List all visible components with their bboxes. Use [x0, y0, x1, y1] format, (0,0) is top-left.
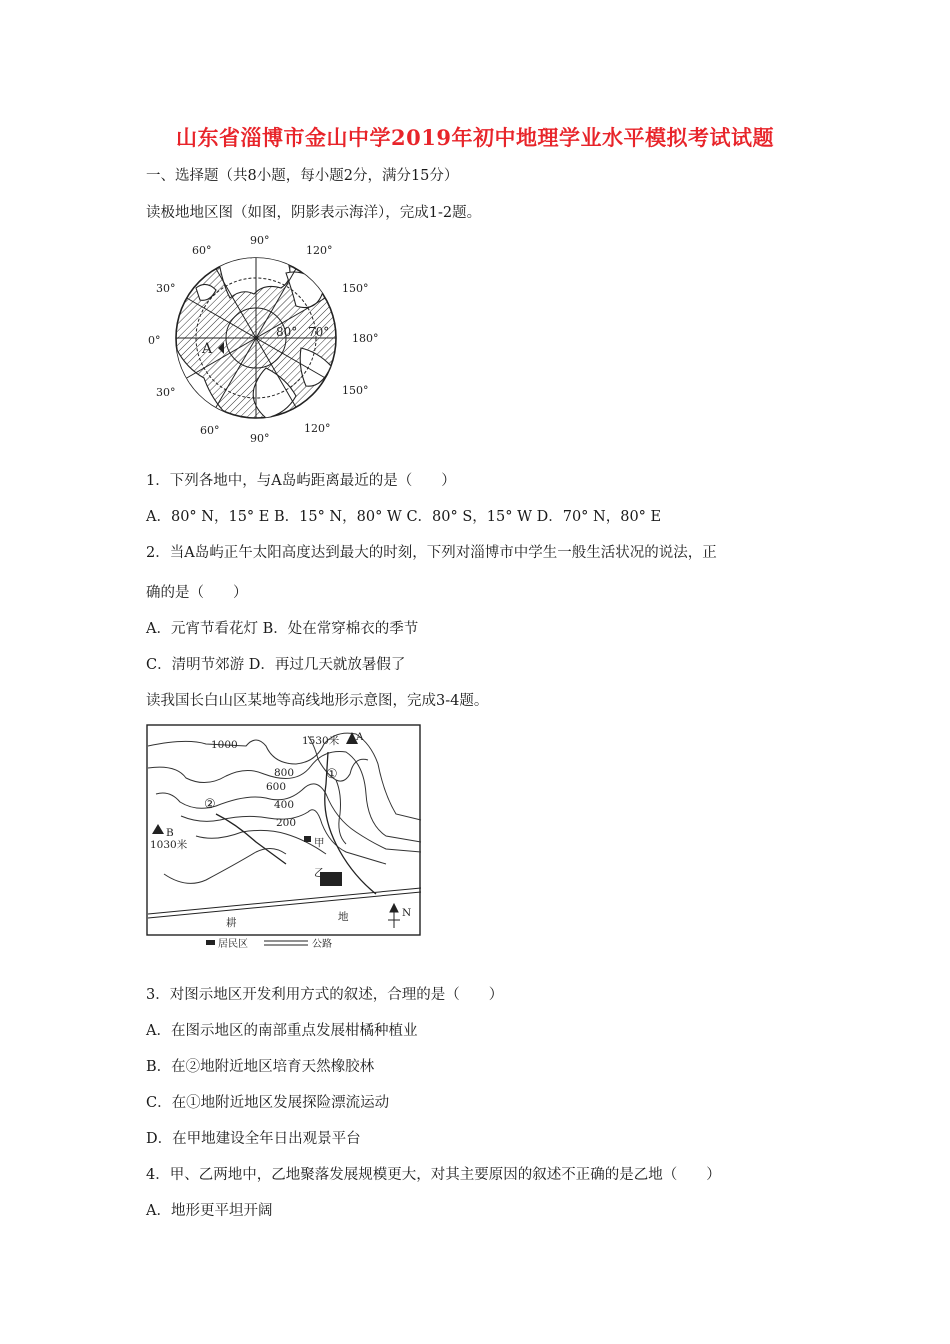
label-right-lower-150: 150° [342, 384, 369, 397]
label-peak-a: A [356, 731, 364, 743]
label-jia: 甲 [314, 837, 325, 849]
label-di: 地 [338, 911, 349, 923]
label-contour-600: 600 [266, 781, 287, 793]
label-top-left-60: 60° [192, 244, 212, 257]
map-legend [206, 937, 332, 950]
label-contour-400: 400 [274, 799, 295, 811]
label-peak-a-height: 1530米 [302, 735, 340, 747]
label-point-a: A [202, 341, 213, 357]
label-contour-200: 200 [276, 817, 297, 829]
label-left-lower-30: 30° [156, 386, 176, 399]
label-peak-b-height: 1030米 [150, 839, 188, 851]
legend-road-label: 公路 [312, 939, 332, 950]
label-site-1: ① [326, 767, 338, 782]
label-site-2: ② [204, 797, 216, 812]
label-contour-1000: 1000 [211, 739, 238, 751]
q3-option-b: B．在②地附近地区培育天然橡胶林 [146, 1059, 375, 1075]
q3-stem: 3．对图示地区开发利用方式的叙述，合理的是（ ） [146, 987, 504, 1003]
intro-contour: 读我国长白山区某地等高线地形示意图，完成3-4题。 [146, 693, 489, 709]
label-top-90: 90° [250, 234, 270, 247]
q2-options-line2: C．清明节郊游 D．再过几天就放暑假了 [146, 657, 406, 673]
label-lat-70: 70° [308, 325, 330, 339]
intro-polar: 读极地地区图（如图，阴影表示海洋），完成1-2题。 [146, 205, 482, 221]
label-top-right-120: 120° [306, 244, 333, 257]
page-title: 山东省淄博市金山中学2019年初中地理学业水平模拟考试试题 [176, 125, 774, 150]
q2-stem-line1: 2．当A岛屿正午太阳高度达到最大的时刻，下列对淄博市中学生一般生活状况的说法，正 [146, 545, 717, 561]
label-contour-800: 800 [274, 767, 295, 779]
label-lat-80: 80° [276, 325, 298, 339]
q3-option-a: A．在图示地区的南部重点发展柑橘种植业 [146, 1023, 418, 1039]
q2-stem-line2: 确的是（ ） [146, 585, 248, 601]
q3-option-c: C．在①地附近地区发展探险漂流运动 [146, 1095, 390, 1111]
q4-option-a: A．地形更平坦开阔 [146, 1203, 273, 1219]
label-bottom-90: 90° [250, 432, 270, 445]
label-geng: 耕 [226, 917, 237, 929]
legend-residential-label: 居民区 [218, 939, 248, 950]
label-bottom-left-60: 60° [200, 424, 220, 437]
label-left-0: 0° [148, 334, 161, 347]
label-peak-b: B [166, 827, 174, 839]
q4-stem: 4．甲、乙两地中，乙地聚落发展规模更大，对其主要原因的叙述不正确的是乙地（ ） [146, 1167, 721, 1183]
label-right-180: 180° [352, 332, 379, 345]
q1-stem: 1．下列各地中，与A岛屿距离最近的是（ ） [146, 473, 456, 489]
polar-map-figure [146, 228, 386, 446]
label-bottom-right-120: 120° [304, 422, 331, 435]
q3-option-d: D．在甲地建设全年日出观景平台 [146, 1131, 361, 1147]
contour-map-figure [146, 724, 422, 954]
q1-options: A．80° N，15° E B．15° N，80° W C．80° S，15° W D．70° N，80° E [146, 509, 662, 525]
label-north: N [402, 907, 412, 919]
label-left-upper-30: 30° [156, 282, 176, 295]
label-yi: 乙 [314, 867, 325, 879]
label-right-upper-150: 150° [342, 282, 369, 295]
q2-options-line1: A．元宵节看花灯 B．处在常穿棉衣的季节 [146, 621, 419, 637]
section-heading: 一、选择题（共8小题，每小题2分，满分15分） [146, 168, 459, 184]
